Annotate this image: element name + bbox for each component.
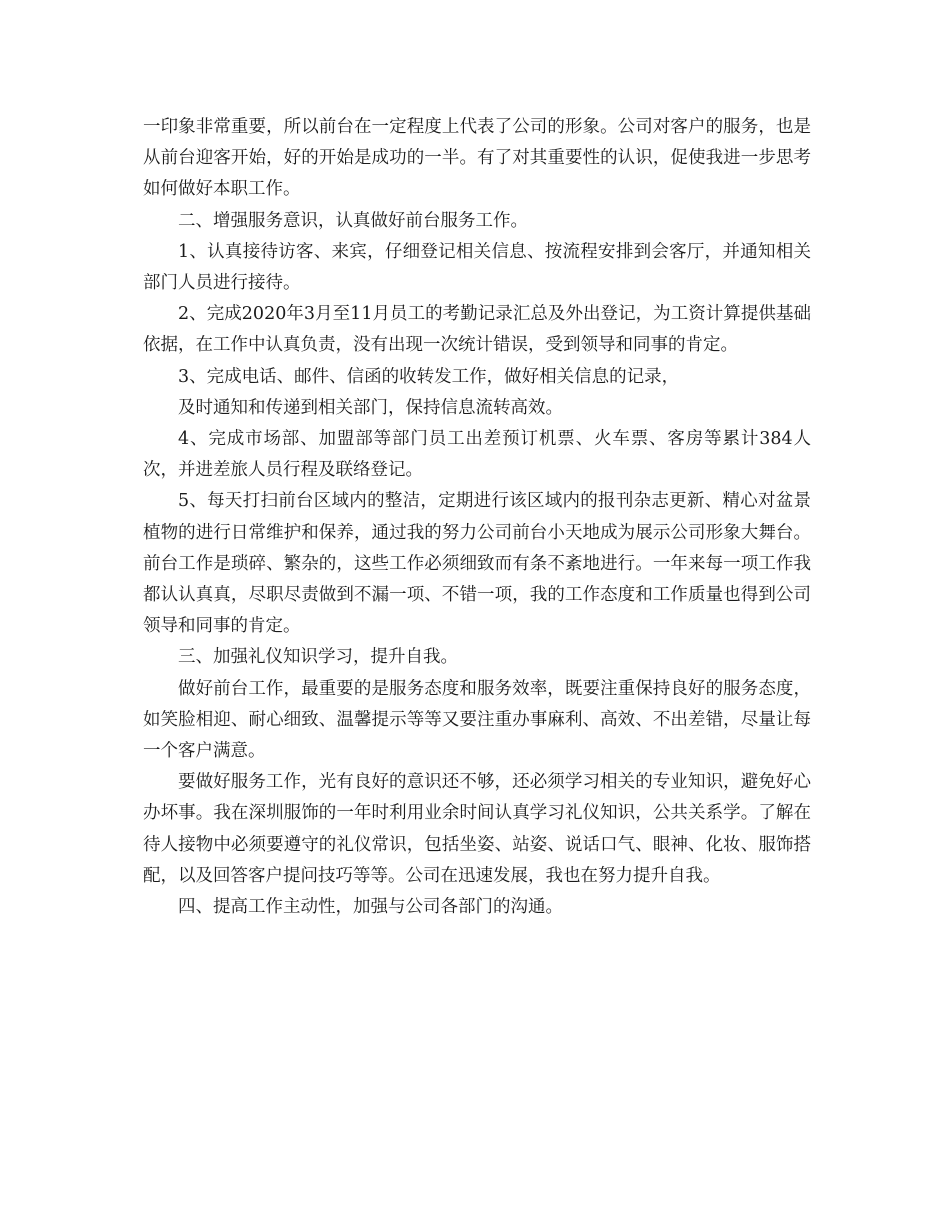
paragraph-etiquette-study: 要做好服务工作，光有良好的意识还不够，还必须学习相关的专业知识，避免好心办坏事。我在深圳服饰的一年时利用业余时间认真学习礼仪知识，公共关系学。了解在待人接物中必须要遵守的礼仪常识，包括坐姿、站姿、说话口气、眼神、化妆、服饰搭配，以及回答客户提问技巧等等。公司在迅速发展，我也在努力提升自我。: [143, 772, 811, 886]
section-heading-2: 二、增强服务意识，认真做好前台服务工作。: [178, 210, 528, 231]
paragraph-item-4: 4、完成市场部、加盟部等部门员工出差预订机票、火车票、客房等累计384人次，并进差旅人员行程及联络登记。: [143, 429, 811, 481]
section-heading-3: 三、加强礼仪知识学习，提升自我。: [178, 647, 458, 668]
paragraph-item-3: 3、完成电话、邮件、信函的收转发工作，做好相关信息的记录，: [178, 366, 680, 387]
paragraph-item-1: 1、认真接待访客、来宾，仔细登记相关信息、按流程安排到会客厅，并通知相关部门人员进行接待。: [143, 241, 811, 294]
document-body: [143, 112, 811, 923]
paragraph-item-3-continued: 及时通知和传递到相关部门，保持信息流转高效。: [178, 397, 563, 418]
paragraph-item-2: 2、完成2020年3月至11月员工的考勤记录汇总及外出登记，为工资计算提供基础依据，在工作中认真负责，没有出现一次统计错误，受到领导和同事的肯定。: [143, 304, 811, 356]
section-heading-4: 四、提高工作主动性，加强与公司各部门的沟通。: [178, 897, 563, 918]
paragraph-item-5: 5、每天打扫前台区域内的整洁，定期进行该区域内的报刊杂志更新、精心对盆景植物的进行日常维护和保养，通过我的努力公司前台小天地成为展示公司形象大舞台。 前台工作是琐碎、繁杂的，这些工作必须细致而有条不紊地进行。一年来每一项工作我都认认真真，尽职尽责做到不漏一项、不错一项，我的工作态度和工作质量也得到公司领导和同事的肯定。: [143, 491, 811, 637]
paragraph-service-attitude: 做好前台工作，最重要的是服务态度和服务效率，既要注重保持良好的服务态度，如笑脸相迎、耐心细致、温馨提示等等又要注重办事麻利、高效、不出差错，尽量让每一个客户满意。: [143, 678, 811, 762]
paragraph-intro: 一印象非常重要，所以前台在一定程度上代表了公司的形象。公司对客户的服务，也是从前台迎客开始，好的开始是成功的一半。有了对其重要性的认识，促使我进一步思考如何做好本职工作。: [143, 117, 811, 200]
